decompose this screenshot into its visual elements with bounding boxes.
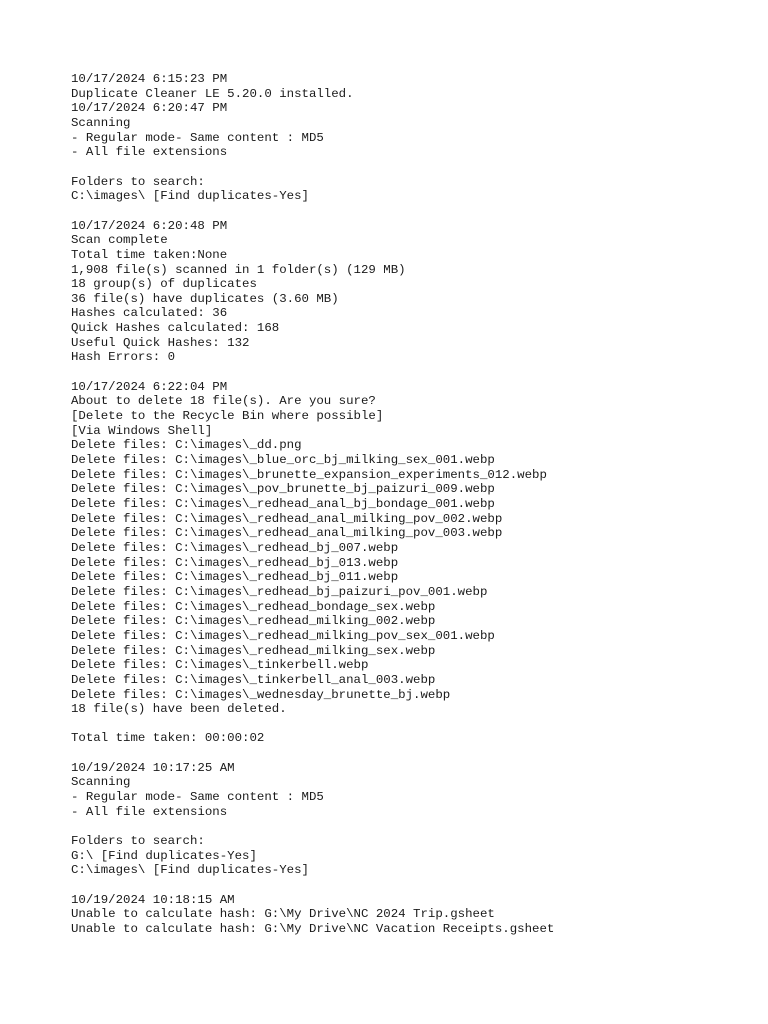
log-line: Delete files: C:\images\_redhead_bondage_sex.webp [71, 599, 436, 614]
log-line: 10/17/2024 6:15:23 PM [71, 72, 228, 86]
log-line [71, 204, 748, 219]
log-line: Delete files: C:\images\_redhead_bj_paizuri_pov_001.webp [71, 584, 488, 599]
log-line: Folders to search: [71, 834, 205, 849]
log-line: Delete files: C:\images\_redhead_anal_bj_bondage_001.webp [71, 496, 495, 511]
log-line: Delete files: C:\images\_brunette_expansion_experiments_012.webp [71, 467, 547, 482]
log-line: C:\images\ [Find duplicates-Yes] [71, 189, 309, 204]
log-line: About to delete 18 file(s). Are you sure? [71, 394, 376, 409]
log-line: 36 file(s) have duplicates (3.60 MB) [71, 291, 339, 306]
log-line: Hash Errors: 0 [71, 350, 176, 365]
log-line: Delete files: C:\images\_wednesday_brunette_bj.webp [71, 687, 451, 702]
log-line [71, 365, 748, 380]
log-line: Delete files: C:\images\_redhead_bj_007.webp [71, 540, 399, 555]
log-line: Total time taken:None [71, 247, 228, 262]
log-line: Delete files: C:\images\_redhead_bj_011.webp [71, 570, 399, 585]
log-line: - Regular mode- Same content : MD5 [71, 790, 324, 805]
log-line: Scanning [71, 775, 131, 790]
log-line: Total time taken: 00:00:02 [71, 731, 265, 746]
log-line: Delete files: C:\images\_redhead_anal_milking_pov_003.webp [71, 526, 503, 541]
log-line: C:\images\ [Find duplicates-Yes] [71, 863, 309, 878]
log-line: Delete files: C:\images\_redhead_milking_002.webp [71, 614, 436, 629]
log-line: Quick Hashes calculated: 168 [71, 321, 280, 336]
log-line: G:\ [Find duplicates-Yes] [71, 848, 257, 863]
log-line: Delete files: C:\images\_blue_orc_bj_milking_sex_001.webp [71, 453, 495, 468]
log-line [71, 746, 748, 761]
log-line: - All file extensions [71, 145, 228, 160]
log-line [71, 717, 748, 732]
log-line: [Delete to the Recycle Bin where possible] [71, 409, 384, 424]
log-line: Delete files: C:\images\_redhead_milking_pov_sex_001.webp [71, 628, 495, 643]
log-line: - Regular mode- Same content : MD5 [71, 130, 324, 145]
log-line: Unable to calculate hash: G:\My Drive\NC Vacation Receipts.gsheet [71, 921, 555, 936]
log-line: - All file extensions [71, 804, 228, 819]
log-line: 10/17/2024 6:22:04 PM [71, 379, 228, 394]
log-line: 10/19/2024 10:17:25 AM [71, 760, 235, 775]
log-line: Scanning [71, 115, 131, 130]
log-line: Scan complete [71, 233, 168, 248]
log-line: 18 file(s) have been deleted. [71, 702, 287, 717]
log-line: Delete files: C:\images\_tinkerbell.webp [71, 658, 369, 673]
log-line: 18 group(s) of duplicates [71, 277, 257, 292]
log-line: Useful Quick Hashes: 132 [71, 335, 250, 350]
log-line: 1,908 file(s) scanned in 1 folder(s) (129 MB) [71, 262, 406, 277]
log-line: Delete files: C:\images\_redhead_milking_sex.webp [71, 643, 436, 658]
log-line: Unable to calculate hash: G:\My Drive\NC 2024 Trip.gsheet [71, 907, 495, 922]
log-line: Delete files: C:\images\_pov_brunette_bj_paizuri_009.webp [71, 482, 495, 497]
log-line: Hashes calculated: 36 [71, 306, 228, 321]
log-line: Delete files: C:\images\_redhead_anal_milking_pov_002.webp [71, 511, 503, 526]
log-document [71, 72, 748, 937]
log-line: Duplicate Cleaner LE 5.20.0 installed. [71, 86, 354, 101]
log-line [71, 160, 748, 175]
log-line: 10/19/2024 10:18:15 AM [71, 892, 235, 907]
log-line [71, 878, 748, 893]
log-line: Delete files: C:\images\_dd.png [71, 438, 302, 453]
log-line: Delete files: C:\images\_redhead_bj_013.webp [71, 555, 399, 570]
log-line [71, 819, 748, 834]
log-line: 10/17/2024 6:20:47 PM [71, 101, 228, 116]
log-line: Folders to search: [71, 174, 205, 189]
log-line: [Via Windows Shell] [71, 423, 213, 438]
log-line: 10/17/2024 6:20:48 PM [71, 218, 228, 233]
log-line: Delete files: C:\images\_tinkerbell_anal_003.webp [71, 672, 436, 687]
